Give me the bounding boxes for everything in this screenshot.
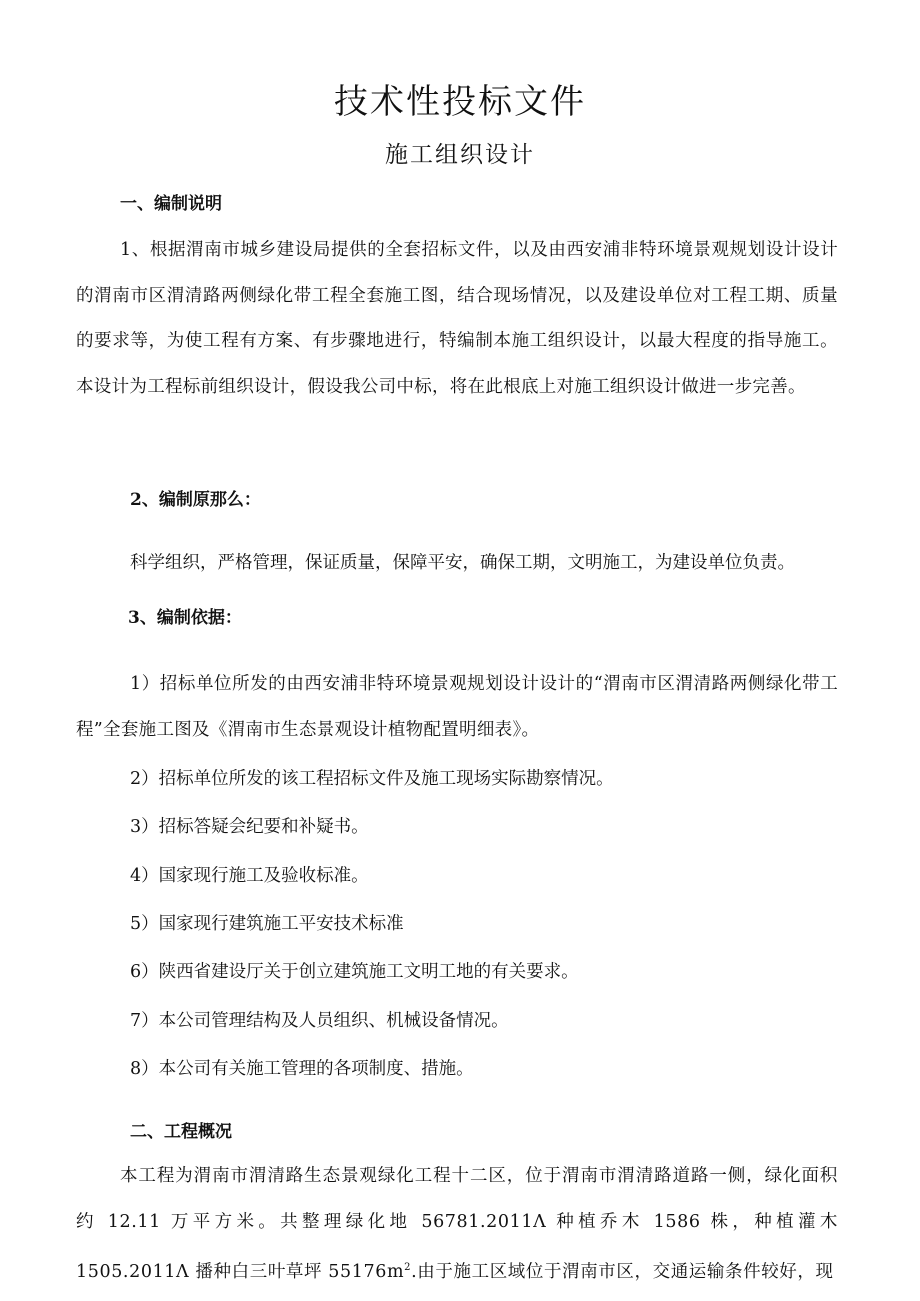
principle-text: 科学组织，严格管理，保证质量，保障平安，确保工期，文明施工，为建设单位负责。 xyxy=(130,553,795,573)
overview-text-b: .由于施工区域位于渭南市区，交通运输条件较好，现 xyxy=(411,1261,834,1282)
basis-item-3: 3）招标答疑会纪要和补疑书。 xyxy=(130,817,369,837)
principle-heading: 2、编制原那么： xyxy=(130,490,261,510)
basis-heading: 3、编制依据： xyxy=(128,608,242,628)
basis-item-7: 7）本公司管理结构及人员组织、机械设备情况。 xyxy=(130,1011,509,1031)
section2-paragraph xyxy=(76,1154,838,1295)
square-meter-superscript: 2 xyxy=(404,1262,412,1273)
doc-title: 技术性投标文件 xyxy=(334,82,586,122)
section1-paragraph: 1、根据渭南市城乡建设局提供的全套招标文件，以及由西安浦非特环境景观规划设计设计的渭南市区渭清路两侧绿化带工程全套施工图，结合现场情况，以及建设单位对工程工期、质量的要求等，为使工程有方案、有步骤地进行，特编制本施工组织设计，以最大程度的指导施工。本设计为工程标前组织设计，假设我公司中标，将在此根底上对施工组织设计做进一步完善。 xyxy=(76,240,838,397)
basis-item-1: 1）招标单位所发的由西安浦非特环境景观规划设计设计的“渭南市区渭清路两侧绿化带工程”全套施工图及《渭南市生态景观设计植物配置明细表》。 xyxy=(76,674,838,740)
basis-item-2: 2）招标单位所发的该工程招标文件及施工现场实际勘察情况。 xyxy=(130,769,614,789)
overview-text-a: 本工程为渭南市渭清路生态景观绿化工程十二区，位于渭南市渭清路道路一侧，绿化面积约 12.11 万平方米。共整理绿化地 56781.2011Λ 种植乔木 1586 株，种植灌木1505.2011Λ 播种白三叶草坪 55176m xyxy=(76,1166,838,1282)
doc-subtitle: 施工组织设计 xyxy=(385,142,535,168)
basis-item-4: 4）国家现行施工及验收标准。 xyxy=(130,866,369,886)
section2-heading: 二、工程概况 xyxy=(130,1122,232,1142)
basis-item-6: 6）陕西省建设厅关于创立建筑施工文明工地的有关要求。 xyxy=(130,962,579,982)
basis-item-8: 8）本公司有关施工管理的各项制度、措施。 xyxy=(130,1059,474,1079)
basis-item-5: 5）国家现行建筑施工平安技术标准 xyxy=(130,914,404,934)
section1-heading: 一、编制说明 xyxy=(120,194,222,214)
